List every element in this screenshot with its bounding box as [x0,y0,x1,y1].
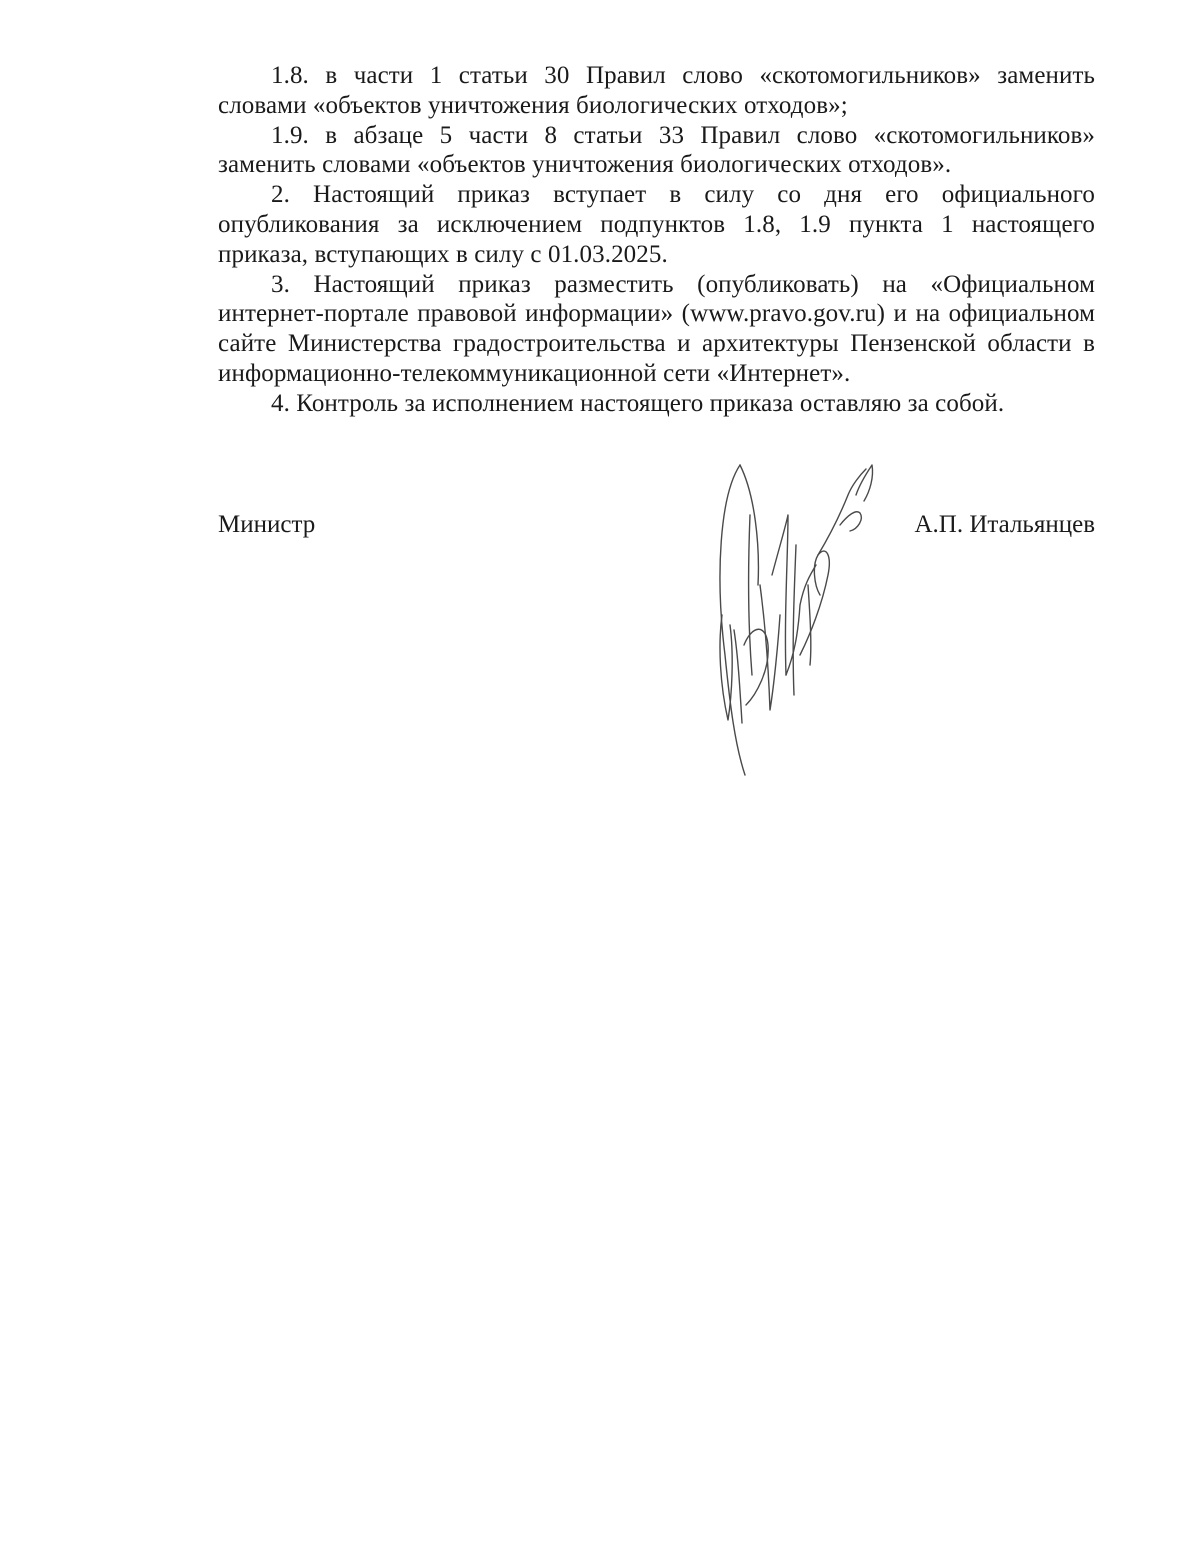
paragraph-4: 4. Контроль за исполнением настоящего приказа оставляю за собой. [271,389,1005,417]
document-body [218,61,1095,419]
signer-name: А.П. Итальянцев [914,511,1095,538]
signature-block [218,510,1095,542]
paragraph-1-8: 1.8. в части 1 статьи 30 Правил слово «скотомогильников» заменить словами «объектов уничтожения биологических отходов»; [218,62,1095,119]
position-title: Министр [218,511,316,538]
handwritten-signature [700,455,890,785]
paragraph-1-9: 1.9. в абзаце 5 части 8 статьи 33 Правил слово «скотомогильников» заменить словами «объектов уничтожения биологических отходов». [218,121,1095,179]
paragraph-2: 2. Настоящий приказ вступает в силу со дня его официального опубликования за исключением подпунктов 1.8, 1.9 пункта 1 настоящего приказа, вступающих в силу с 01.03.2025. [218,181,1095,268]
paragraph-3: 3. Настоящий приказ разместить (опубликовать) на «Официальном интернет-портале правовой информации» (www.pravo.gov.ru) и на официальном сайте Министерства градостроительства и архитектуры Пензенской области в информационно-телекоммуникационной сети «Интернет». [218,270,1095,387]
